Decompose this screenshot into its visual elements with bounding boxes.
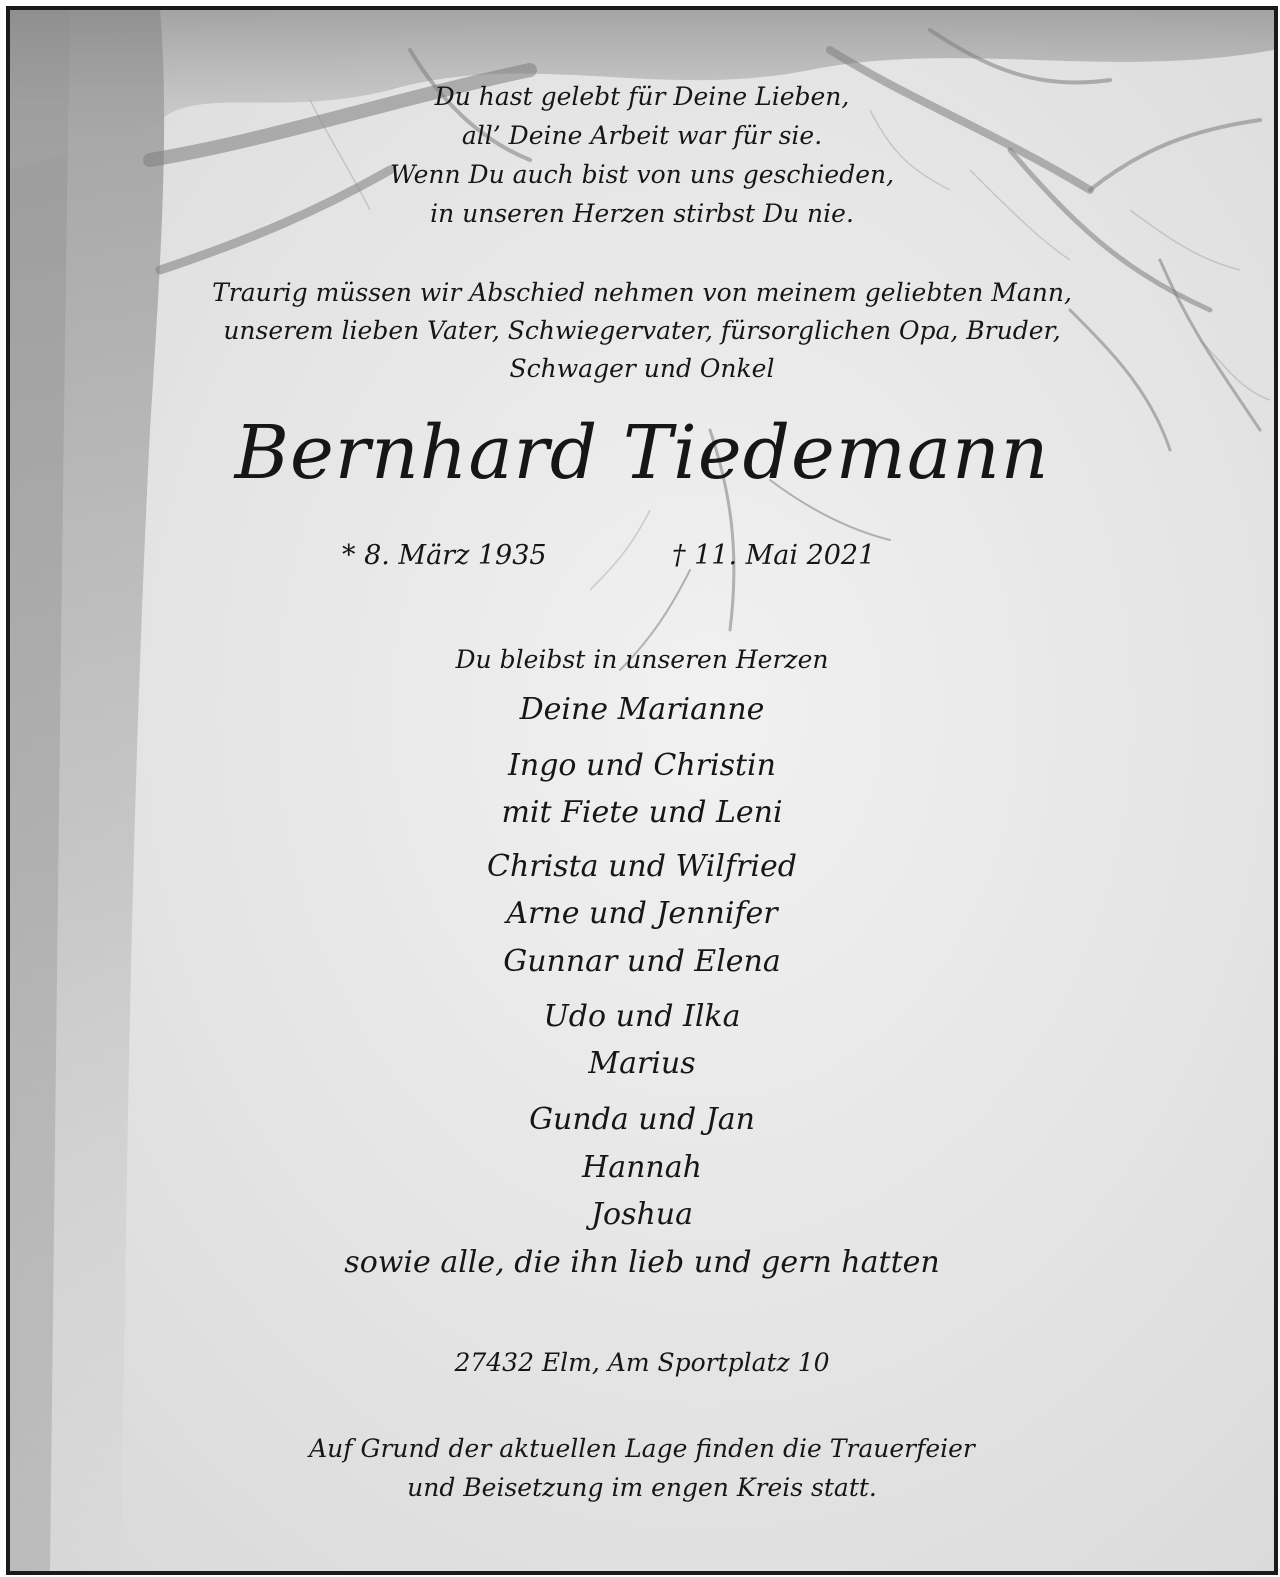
intro-line-3: Schwager und Onkel xyxy=(509,354,775,383)
poem-line-1: Du hast gelebt für Deine Lieben, xyxy=(434,82,850,111)
farewell-line: Du bleibst in unseren Herzen xyxy=(455,645,829,674)
poem-line-3: Wenn Du auch bist von uns geschieden, xyxy=(389,160,895,189)
deceased-name: Bernhard Tiedemann xyxy=(234,410,1050,496)
obituary-content xyxy=(10,10,1274,1571)
family-line-8: Marius xyxy=(588,1046,696,1081)
family-line-3: mit Fiete und Leni xyxy=(501,795,783,830)
family-line-11: Joshua xyxy=(590,1197,693,1232)
family-line-10: Hannah xyxy=(582,1150,702,1185)
intro-line-2: unserem lieben Vater, Schwiegervater, fürsorglichen Opa, Bruder, xyxy=(223,316,1061,345)
family-line-7: Udo und Ilka xyxy=(543,999,741,1034)
notice-line-2: und Beisetzung im engen Kreis statt. xyxy=(407,1473,877,1502)
life-dates xyxy=(10,540,1274,571)
notice-line-1: Auf Grund der aktuellen Lage finden die Trauerfeier xyxy=(309,1434,975,1463)
obituary-frame xyxy=(6,6,1278,1575)
death-date: † 11. Mai 2021 xyxy=(672,540,876,571)
family-line-9: Gunda und Jan xyxy=(529,1102,755,1137)
poem-line-4: in unseren Herzen stirbst Du nie. xyxy=(430,199,854,228)
family-line-12: sowie alle, die ihn lieb und gern hatten xyxy=(344,1245,940,1280)
family-line-2: Ingo und Christin xyxy=(508,748,776,783)
intro-line-1: Traurig müssen wir Abschied nehmen von meinem geliebten Mann, xyxy=(212,278,1072,307)
family-line-1: Deine Marianne xyxy=(519,692,765,727)
family-line-6: Gunnar und Elena xyxy=(503,944,781,979)
poem-line-2: all’ Deine Arbeit war für sie. xyxy=(461,121,823,150)
family-line-4: Christa und Wilfried xyxy=(487,849,797,884)
family-line-5: Arne und Jennifer xyxy=(506,896,778,931)
birth-date: * 8. März 1935 xyxy=(342,540,547,571)
address-line: 27432 Elm, Am Sportplatz 10 xyxy=(454,1348,830,1377)
